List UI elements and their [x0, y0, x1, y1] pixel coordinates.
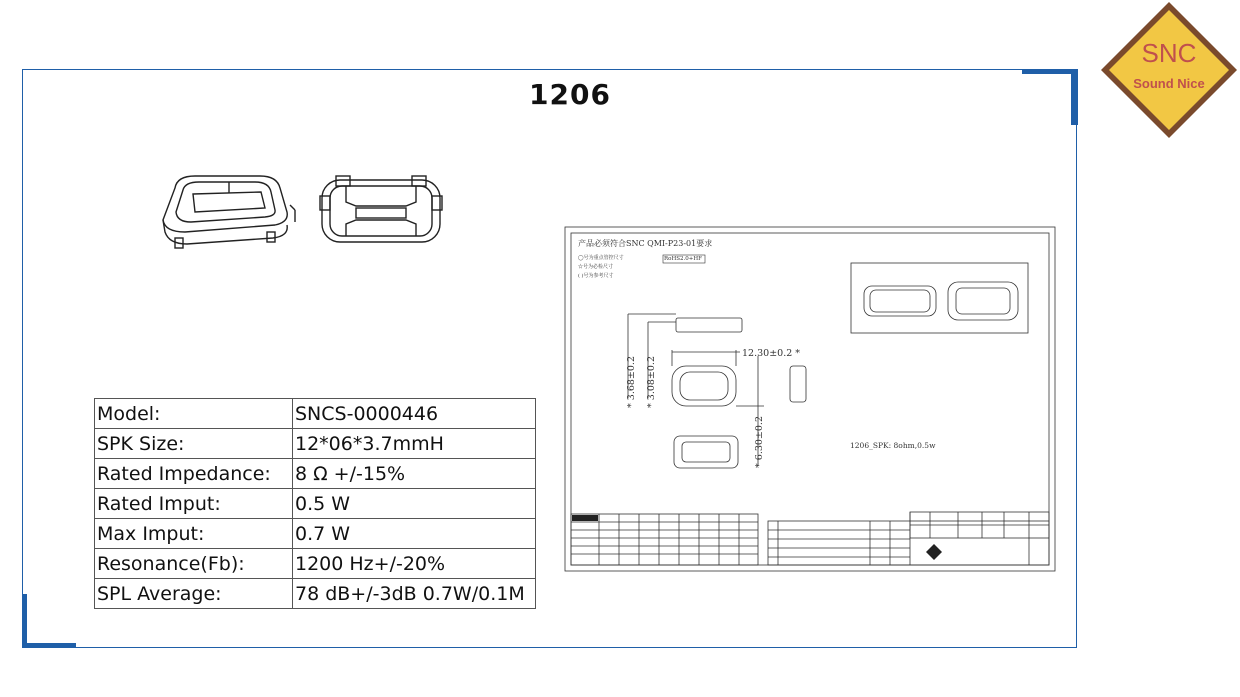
- spec-label: Max Imput:: [95, 519, 293, 549]
- spec-value: 0.7 W: [293, 519, 536, 549]
- drawing-legend-3: ( )号为参考尺寸: [578, 273, 614, 279]
- table-row: [95, 489, 536, 519]
- technical-drawing: [564, 226, 1056, 572]
- table-row: [95, 579, 536, 609]
- spec-value: 1200 Hz+/-20%: [293, 549, 536, 579]
- spec-table: [94, 398, 536, 609]
- spec-value: SNCS-0000446: [293, 399, 536, 429]
- dim-height-1: * 3.68±0.2: [626, 356, 637, 408]
- spec-value: 8 Ω +/-15%: [293, 459, 536, 489]
- table-row: [95, 429, 536, 459]
- snc-logo-icon: [1098, 0, 1240, 140]
- spec-label: Rated Imput:: [95, 489, 293, 519]
- drawing-header: 产品必须符合SNC QMI-P23-01要求: [578, 239, 713, 248]
- spec-value: 78 dB+/-3dB 0.7W/0.1M: [293, 579, 536, 609]
- logo-brand: SNC: [1141, 38, 1197, 68]
- table-row: [95, 399, 536, 429]
- corner-accent-bottom-left-vertical: [22, 594, 27, 648]
- spec-label: Resonance(Fb):: [95, 549, 293, 579]
- dim-height-2: * 3.08±0.2: [646, 356, 657, 408]
- logo-tagline: Sound Nice: [1133, 76, 1205, 91]
- table-row: [95, 549, 536, 579]
- spec-label: Rated Impedance:: [95, 459, 293, 489]
- spec-value: 0.5 W: [293, 489, 536, 519]
- drawing-rohs: RoHS2.0+HF: [664, 256, 702, 262]
- dim-length: 12.30±0.2 *: [742, 348, 801, 359]
- drawing-note: 1206_SPK: 8ohm,0.5w: [850, 441, 936, 450]
- table-row: [95, 459, 536, 489]
- corner-accent-top-right-vertical: [1071, 69, 1078, 125]
- dim-width: * 6.30±0.2: [754, 416, 765, 468]
- spec-label: SPK Size:: [95, 429, 293, 459]
- spec-value: 12*06*3.7mmH: [293, 429, 536, 459]
- table-row: [95, 519, 536, 549]
- page-title: 1206: [529, 78, 611, 111]
- spec-label: Model:: [95, 399, 293, 429]
- corner-accent-top-right: [1022, 69, 1078, 74]
- spec-label: SPL Average:: [95, 579, 293, 609]
- drawing-legend-2: ☆号为必检尺寸: [578, 264, 614, 270]
- drawing-legend-1: ◯号为重点管控尺寸: [578, 255, 624, 261]
- speaker-top-view-image: [155, 170, 300, 255]
- corner-accent-bottom-left: [22, 643, 76, 648]
- speaker-bottom-view-image: [316, 172, 446, 252]
